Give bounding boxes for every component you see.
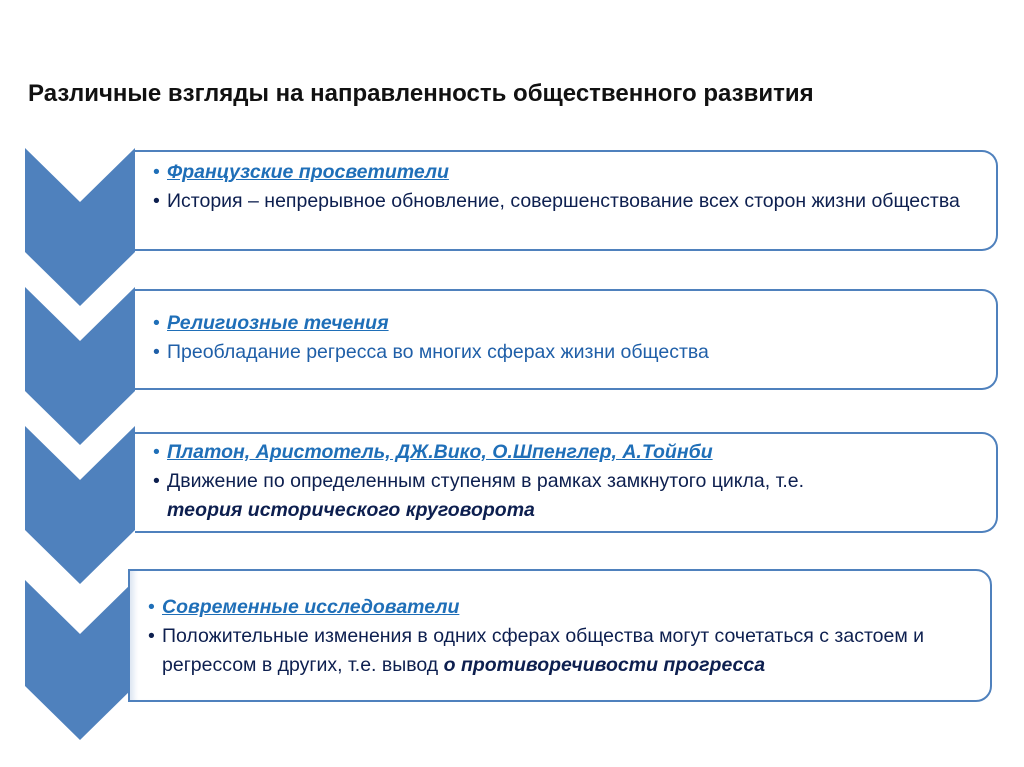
chevron-arrow-icon: [25, 580, 135, 740]
slide-title: Различные взгляды на направленность общественного развития: [28, 80, 814, 107]
item-heading: Французские просветители: [167, 161, 449, 183]
chevron-arrow-icon: [25, 148, 135, 306]
item-box-2: [135, 289, 998, 390]
item-box-3: [135, 432, 998, 533]
item-text-row: [153, 187, 986, 216]
item-text: Движение по определенным ступеням в рамках замкнутого цикла, т.е.: [167, 470, 805, 492]
item-emphasis: теория исторического круговорота: [167, 499, 535, 521]
item-heading: Религиозные течения: [167, 312, 389, 334]
item-text: Положительные изменения в одних сферах общества могут сочетаться с застоем и регрессом в других, т.е. вывод: [162, 625, 925, 676]
chevron-arrow-icon: [25, 287, 135, 445]
item-heading-row: [153, 438, 986, 467]
item-text-row: [153, 467, 986, 525]
item-text: Преобладание регресса во многих сферах жизни общества: [167, 341, 709, 363]
item-heading: Платон, Аристотель, ДЖ.Вико, О.Шпенглер, А.Тойнби: [167, 441, 713, 463]
item-heading-row: [153, 158, 986, 187]
item-text-row: [153, 338, 986, 367]
item-text: История – непрерывное обновление, совершенствование всех сторон жизни общества: [167, 190, 960, 212]
item-heading-row: [153, 309, 986, 338]
item-emphasis: о противоречивости прогресса: [443, 654, 766, 676]
item-box-1: [135, 150, 998, 251]
item-text-row: [148, 622, 980, 680]
item-box-4: [128, 569, 992, 702]
chevron-arrow-icon: [25, 426, 135, 584]
item-heading: Современные исследователи: [162, 596, 460, 618]
item-heading-row: [148, 593, 980, 622]
